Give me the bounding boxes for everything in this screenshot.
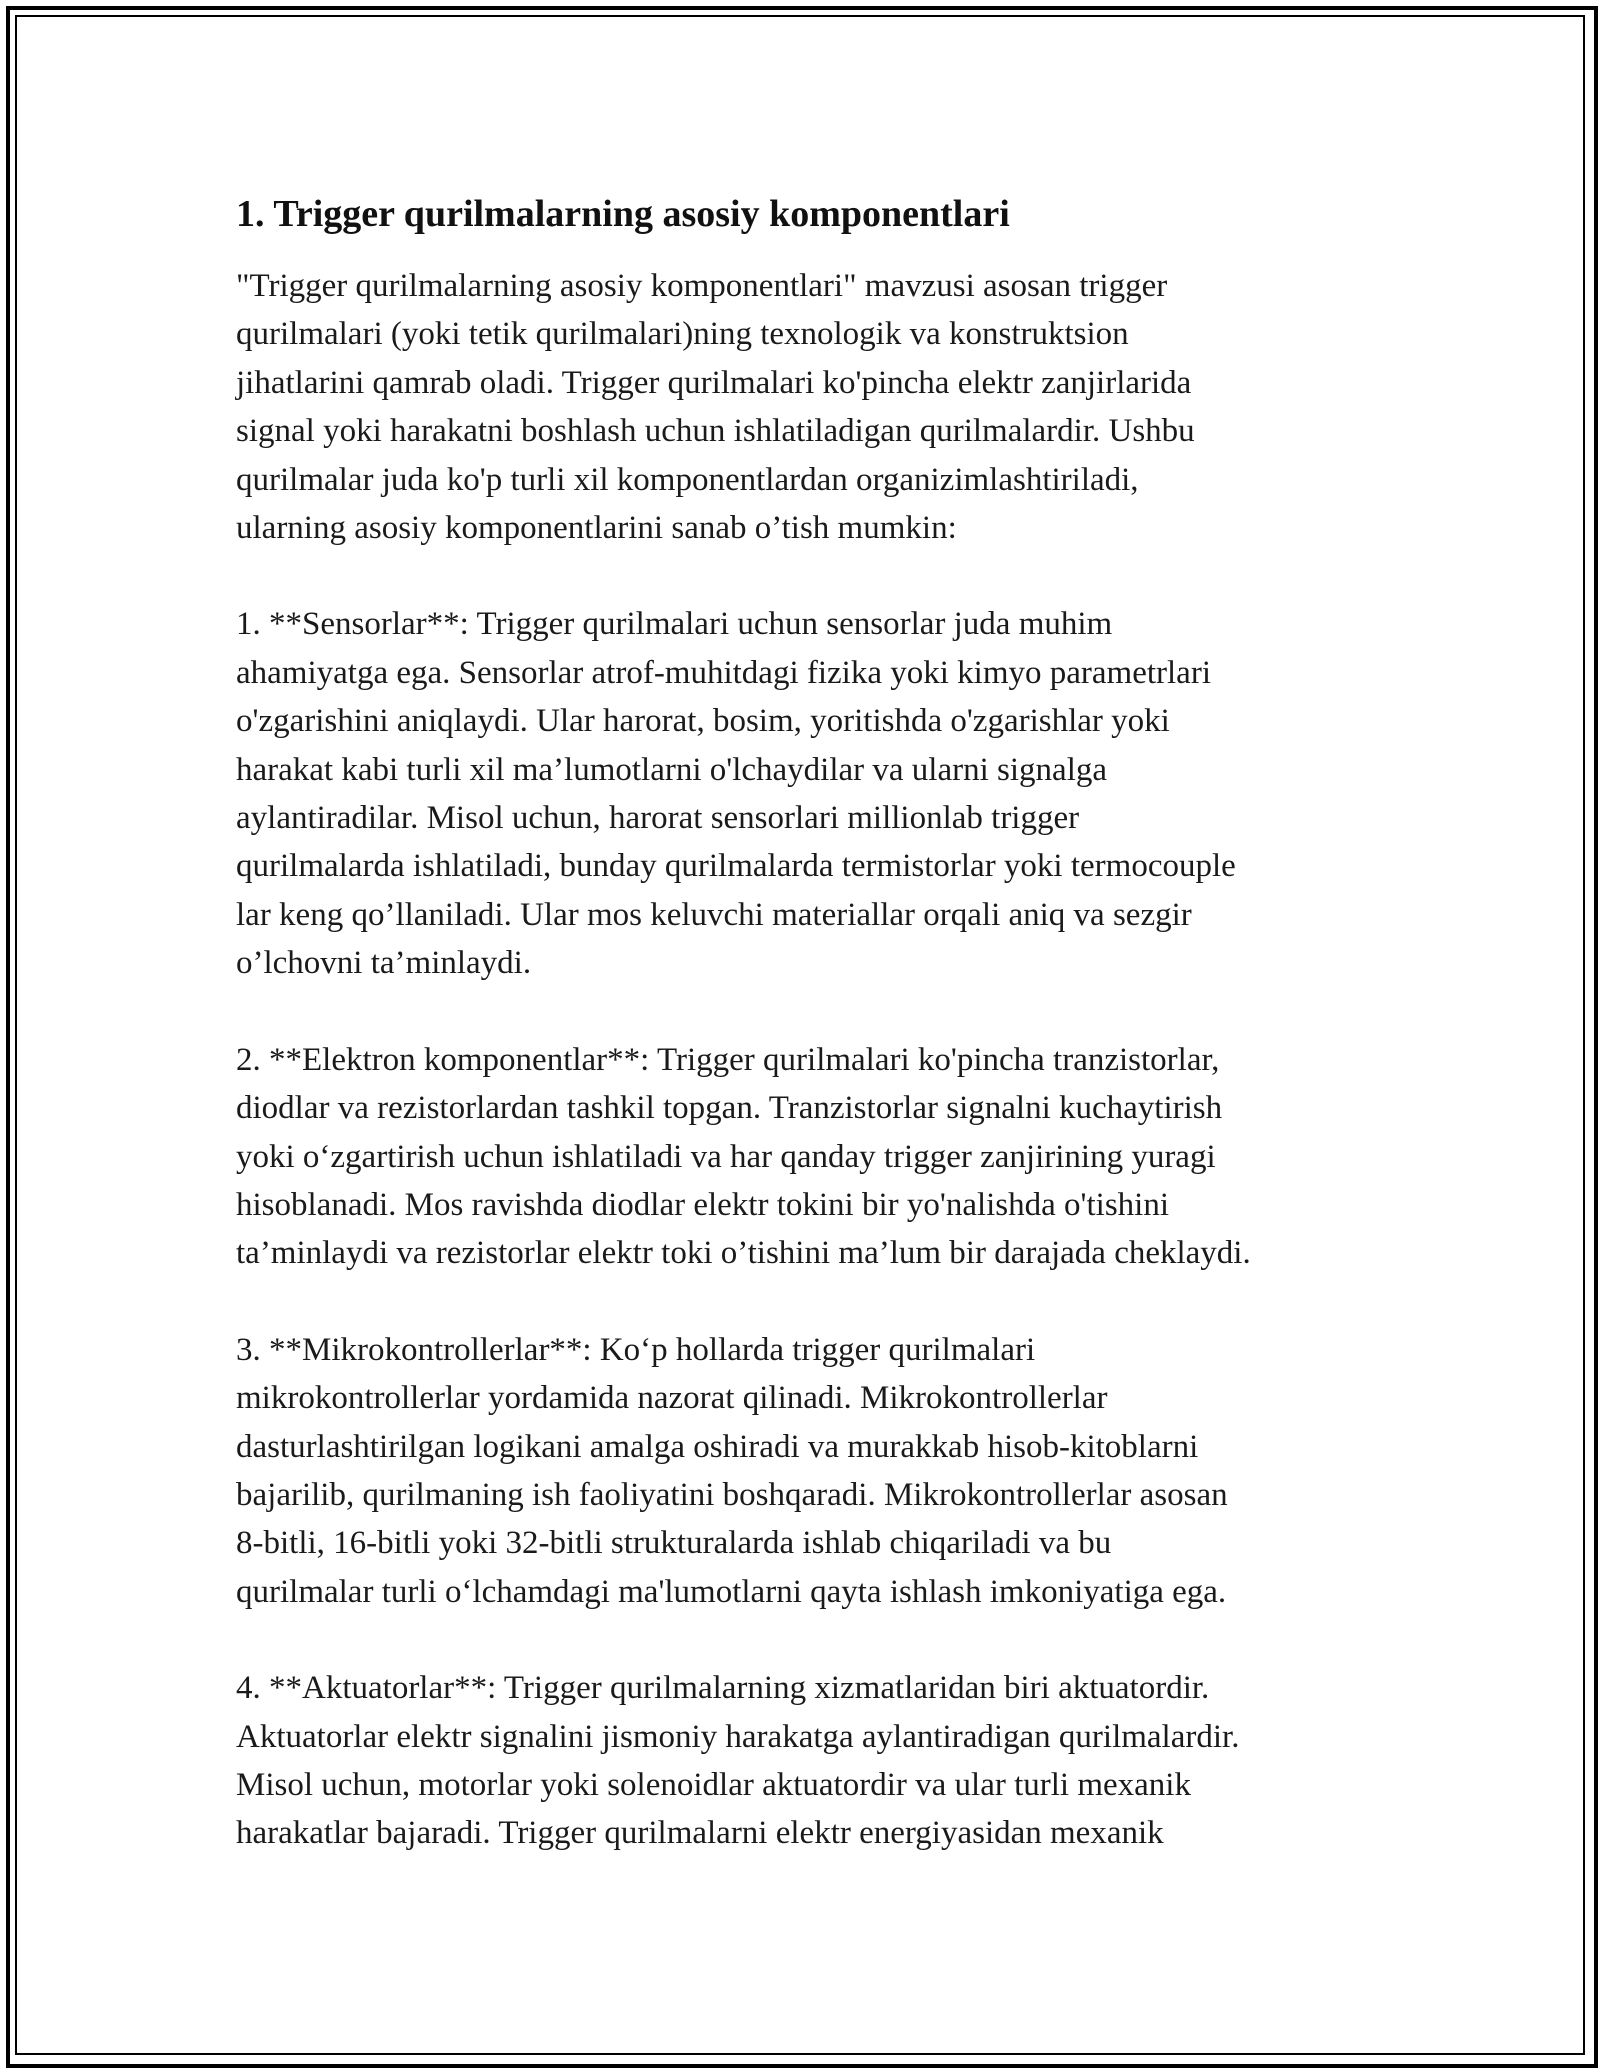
text-line: 8-bitli, 16-bitli yoki 32-bitli strukturalarda ishlab chiqariladi va bu [236, 1525, 1112, 1562]
text-line: mikrokontrollerlar yordamida nazorat qilinadi. Mikrokontrollerlar [236, 1380, 1108, 1417]
section-heading: 1. Trigger qurilmalarning asosiy komponentlari [236, 193, 1010, 235]
text-line: qurilmalarda ishlatiladi, bunday qurilmalarda termistorlar yoki termocouple [236, 848, 1236, 885]
text-line: signal yoki harakatni boshlash uchun ishlatiladigan qurilmalardir. Ushbu [236, 413, 1195, 450]
text-line: 3. **Mikrokontrollerlar**: Ko‘p hollarda trigger qurilmalari [236, 1331, 1036, 1368]
text-line: qurilmalar turli o‘lchamdagi ma'lumotlarni qayta ishlash imkoniyatiga ega. [236, 1573, 1227, 1610]
text-line: aylantiradilar. Misol uchun, harorat sensorlari millionlab trigger [236, 800, 1080, 837]
text-line: jihatlarini qamrab oladi. Trigger qurilmalari ko'pincha elektr zanjirlarida [236, 364, 1192, 401]
text-line: "Trigger qurilmalarning asosiy komponentlari" mavzusi asosan trigger [236, 268, 1168, 304]
electronic-components-paragraph [236, 1036, 1386, 1278]
text-line: 1. **Sensorlar**: Trigger qurilmalari uchun sensorlar juda muhim [236, 606, 1113, 643]
text-line: Aktuatorlar elektr signalini jismoniy harakatga aylantiradigan qurilmalardir. [236, 1718, 1240, 1755]
text-line: diodlar va rezistorlardan tashkil topgan. Tranzistorlar signalni kuchaytirish [236, 1090, 1223, 1127]
text-line: o'zgarishini aniqlaydi. Ular harorat, bosim, yoritishda o'zgarishlar yoki [236, 703, 1170, 740]
text-line: yoki o‘zgartirish uchun ishlatiladi va har qanday trigger zanjirining yuragi [236, 1138, 1216, 1175]
actuators-paragraph [236, 1664, 1386, 1858]
text-line: harakat kabi turli xil ma’lumotlarni o'lchaydilar va ularni signalga [236, 751, 1108, 788]
microcontrollers-paragraph [236, 1326, 1386, 1616]
document-body [236, 188, 1386, 1906]
text-line: hisoblanadi. Mos ravishda diodlar elektr tokini bir yo'nalishda o'tishini [236, 1186, 1170, 1223]
text-line: dasturlashtirilgan logikani amalga oshiradi va murakkab hisob-kitoblarni [236, 1428, 1199, 1465]
text-line: ta’minlaydi va rezistorlar elektr toki o’tishini ma’lum bir darajada cheklaydi. [236, 1235, 1251, 1272]
text-line: Misol uchun, motorlar yoki solenoidlar aktuatordir va ular turli mexanik [236, 1766, 1191, 1803]
text-line: lar keng qo’llaniladi. Ular mos keluvchi materiallar orqali aniq va sezgir [236, 896, 1192, 933]
text-line: bajarilib, qurilmaning ish faoliyatini boshqaradi. Mikrokontrollerlar asosan [236, 1476, 1228, 1513]
text-line: 4. **Aktuatorlar**: Trigger qurilmalarning xizmatlaridan biri aktuatordir. [236, 1670, 1210, 1707]
intro-paragraph [236, 262, 1386, 552]
text-line: o’lchovni ta’minlaydi. [236, 945, 532, 982]
text-line: ahamiyatga ega. Sensorlar atrof-muhitdagi fizika yoki kimyo parametrlari [236, 654, 1211, 691]
sensors-paragraph [236, 600, 1386, 987]
text-line: ularning asosiy komponentlarini sanab o’tish mumkin: [236, 510, 957, 547]
text-line: qurilmalar juda ko'p turli xil komponentlardan organizimlashtiriladi, [236, 461, 1139, 498]
text-line: qurilmalari (yoki tetik qurilmalari)ning texnologik va konstruktsion [236, 316, 1129, 353]
text-line: harakatlar bajaradi. Trigger qurilmalarni elektr energiyasidan mexanik [236, 1815, 1164, 1852]
text-line: 2. **Elektron komponentlar**: Trigger qurilmalari ko'pincha tranzistorlar, [236, 1041, 1220, 1078]
